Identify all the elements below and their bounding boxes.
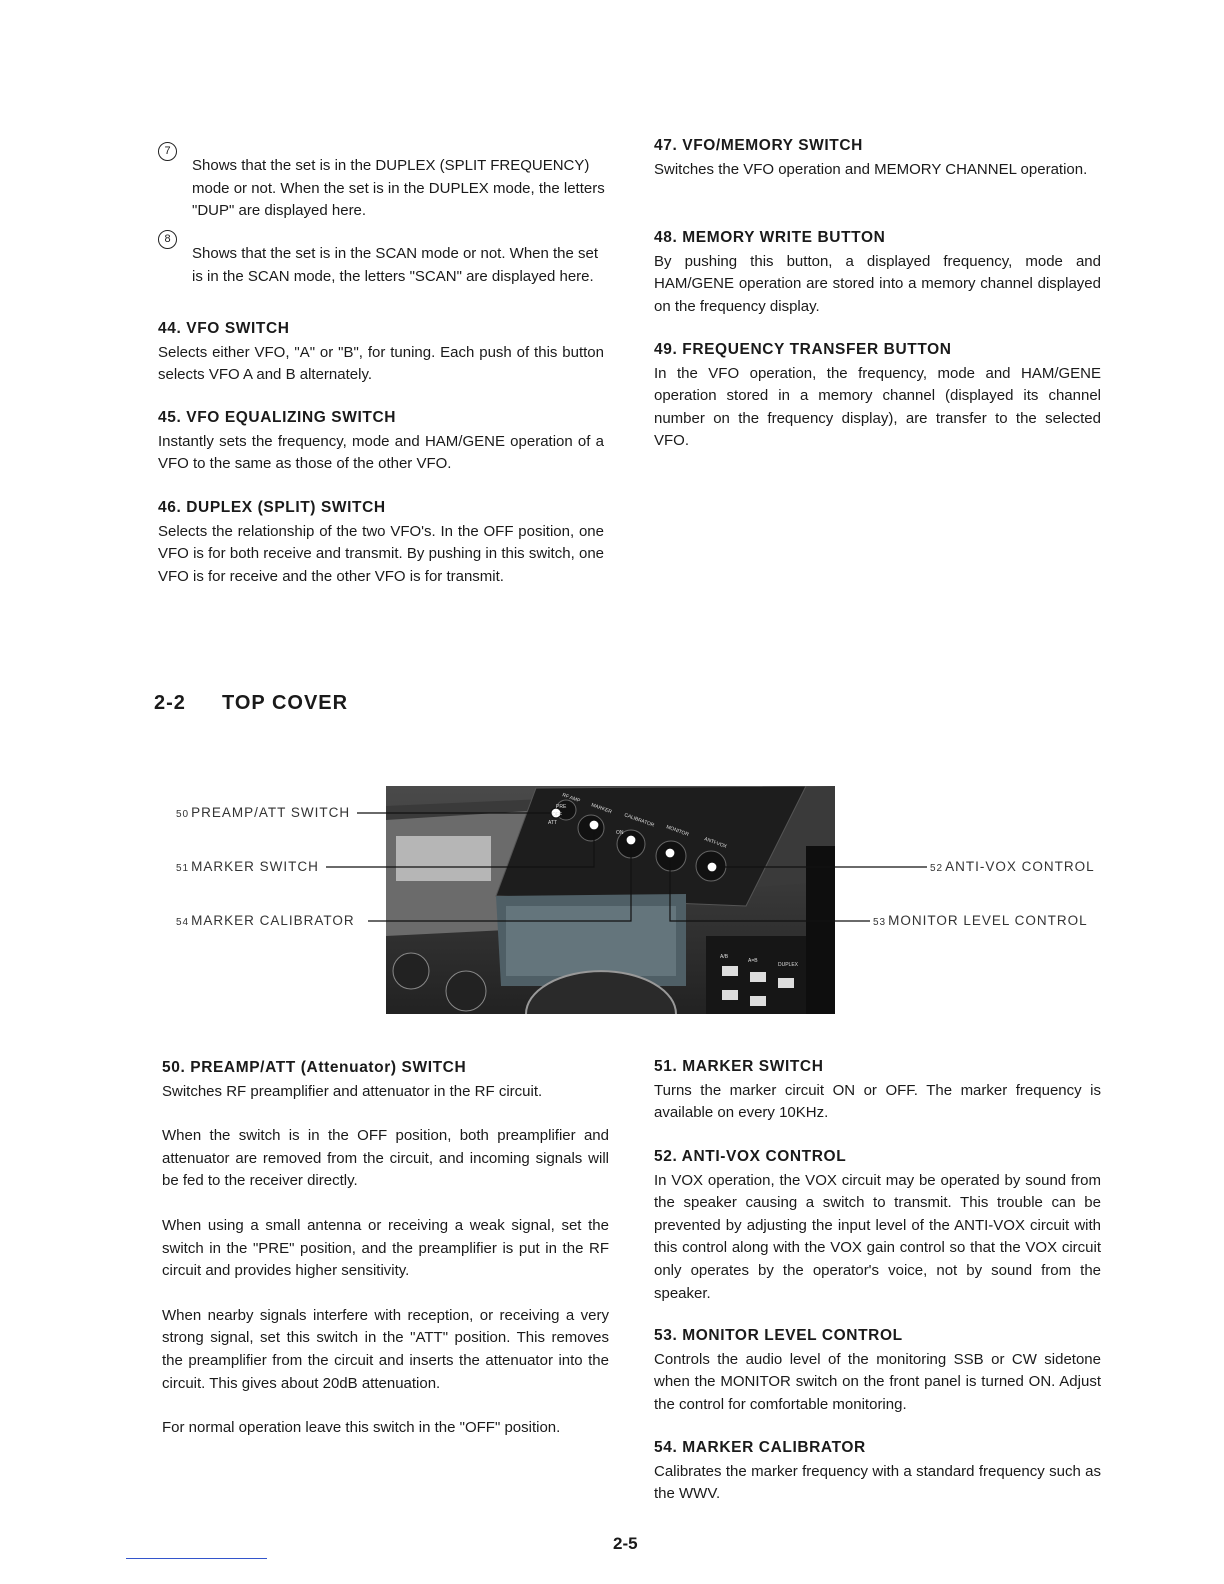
section-50-para-4: When nearby signals interfere with reception, or receiving a very strong signal, set this switch in the "ATT" position. This removes the preamplifier from the circuit and inserts the attenuator into the circuit. This gives about 20dB attenuation. — [162, 1306, 609, 1392]
callout-51-number: 51 — [176, 863, 190, 874]
section-49-title: 49. FREQUENCY TRANSFER BUTTON — [654, 341, 952, 358]
section-54-title: 54. MARKER CALIBRATOR — [654, 1439, 866, 1456]
section-50 — [162, 1057, 609, 1440]
note-8-text: Shows that the set is in the SCAN mode or not. When the set is in the SCAN mode, the letters "SCAN" are displayed here. — [192, 245, 599, 285]
section-44-title: 44. VFO SWITCH — [158, 320, 290, 337]
panel-label-anti-vox: ANTI-VOX — [703, 836, 728, 850]
callout-50-number: 50 — [176, 809, 190, 820]
panel-label-duplex: DUPLEX — [778, 962, 799, 968]
section-47-body: Switches the VFO operation and MEMORY CHANNEL operation. — [654, 160, 1088, 178]
callout-51-label: MARKER SWITCH — [191, 859, 319, 874]
section-50-para-2: When the switch is in the OFF position, both preamplifier and attenuator are removed from the circuit, and incoming signals will be fed to the receiver directly. — [162, 1127, 609, 1190]
panel-label-overlay — [386, 786, 835, 1014]
section-53-title: 53. MONITOR LEVEL CONTROL — [654, 1327, 903, 1344]
panel-label-ab: A/B — [720, 954, 729, 960]
section-47-title: 47. VFO/MEMORY SWITCH — [654, 137, 863, 154]
callout-52-number: 52 — [930, 863, 944, 874]
panel-label-on: ON — [616, 830, 624, 836]
section-50-para-5: For normal operation leave this switch in the "OFF" position. — [162, 1419, 561, 1437]
section-54 — [654, 1437, 1101, 1506]
section-52 — [654, 1146, 1101, 1305]
section-45-title: 45. VFO EQUALIZING SWITCH — [158, 409, 397, 426]
section-52-title: 52. ANTI-VOX CONTROL — [654, 1148, 847, 1165]
callout-monitor-level-control — [873, 913, 1088, 928]
callout-marker-switch — [176, 859, 319, 874]
panel-label-calibrator: CALIBRATOR — [623, 812, 655, 829]
note-7-text: Shows that the set is in the DUPLEX (SPLIT FREQUENCY) mode or not. When the set is in the DUPLEX mode, the letters "DUP" are displayed here. — [192, 157, 605, 220]
panel-label-marker: MARKER — [590, 802, 613, 816]
section-50-para-3: When using a small antenna or receiving a weak signal, set the switch in the "PRE" position, and the preamplifier is put in the RF circuit and provides higher sensitivity. — [162, 1216, 609, 1280]
section-49-body: In the VFO operation, the frequency, mode and HAM/GENE operation stored in a memory channel (displayed its channel number on the frequency display), are transfer to the selected VFO. — [654, 364, 1101, 450]
callout-50-label: PREAMP/ATT SWITCH — [191, 805, 351, 820]
circled-number-8: 8 — [158, 230, 177, 249]
callout-anti-vox-control — [930, 859, 1095, 874]
section-52-body: In VOX operation, the VOX circuit may be operated by sound from the speaker causing a switch to transmit. This trouble can be prevented by adjusting the input level of the ANTI-VOX circuit with this control along with the VOX gain control so that the VOX circuit only operates by the operator's voice, not by sound from the speaker. — [654, 1171, 1101, 1302]
callout-54-label: MARKER CALIBRATOR — [191, 913, 355, 928]
section-53 — [654, 1325, 1101, 1416]
section-53-body: Controls the audio level of the monitoring SSB or CW sidetone when the MONITOR switch on the front panel is turned ON. Adjust the control for comfortable monitoring. — [654, 1350, 1101, 1413]
section-51 — [654, 1056, 1101, 1125]
section-46-body: Selects the relationship of the two VFO's. In the OFF position, one VFO is for both receive and transmit. By pushing in this switch, one VFO is for receive and the other VFO is for transmit. — [158, 522, 604, 585]
panel-label-aeqb: A=B — [748, 958, 758, 964]
section-title: TOP COVER — [222, 692, 349, 714]
section-51-body: Turns the marker circuit ON or OFF. The marker frequency is available on every 10KHz. — [654, 1081, 1101, 1122]
panel-label-rf-amp: RF AMP — [561, 792, 581, 805]
callout-preamp-att-switch — [176, 805, 350, 820]
page-number: 2-5 — [613, 1534, 638, 1553]
footer-rule — [126, 1558, 267, 1559]
callout-53-label: MONITOR LEVEL CONTROL — [888, 913, 1088, 928]
section-45-body: Instantly sets the frequency, mode and HAM/GENE operation of a VFO to the same as those of the other VFO. — [158, 432, 604, 473]
callout-53-number: 53 — [873, 917, 887, 928]
section-48-body: By pushing this button, a displayed frequency, mode and HAM/GENE operation are stored into a memory channel displayed on the frequency display. — [654, 252, 1101, 315]
section-50-title: 50. PREAMP/ATT (Attenuator) SWITCH — [162, 1059, 467, 1076]
panel-label-off: OFF — [552, 812, 562, 818]
section-number: 2-2 — [154, 692, 186, 714]
section-54-body: Calibrates the marker frequency with a standard frequency such as the WWV. — [654, 1462, 1101, 1503]
section-44-body: Selects either VFO, "A" or "B", for tuning. Each push of this button selects VFO A and B alternately. — [158, 343, 604, 384]
panel-label-pre: PRE — [556, 804, 567, 810]
section-46-title: 46. DUPLEX (SPLIT) SWITCH — [158, 499, 386, 516]
panel-label-att: ATT — [548, 820, 558, 826]
section-51-title: 51. MARKER SWITCH — [654, 1058, 824, 1075]
callout-52-label: ANTI-VOX CONTROL — [945, 859, 1095, 874]
panel-label-monitor: MONITOR — [665, 824, 690, 838]
callout-marker-calibrator — [176, 913, 355, 928]
section-48-title: 48. MEMORY WRITE BUTTON — [654, 229, 886, 246]
callout-54-number: 54 — [176, 917, 190, 928]
section-50-para-1: Switches RF preamplifier and attenuator in the RF circuit. — [162, 1082, 543, 1100]
circled-number-7: 7 — [158, 142, 177, 161]
